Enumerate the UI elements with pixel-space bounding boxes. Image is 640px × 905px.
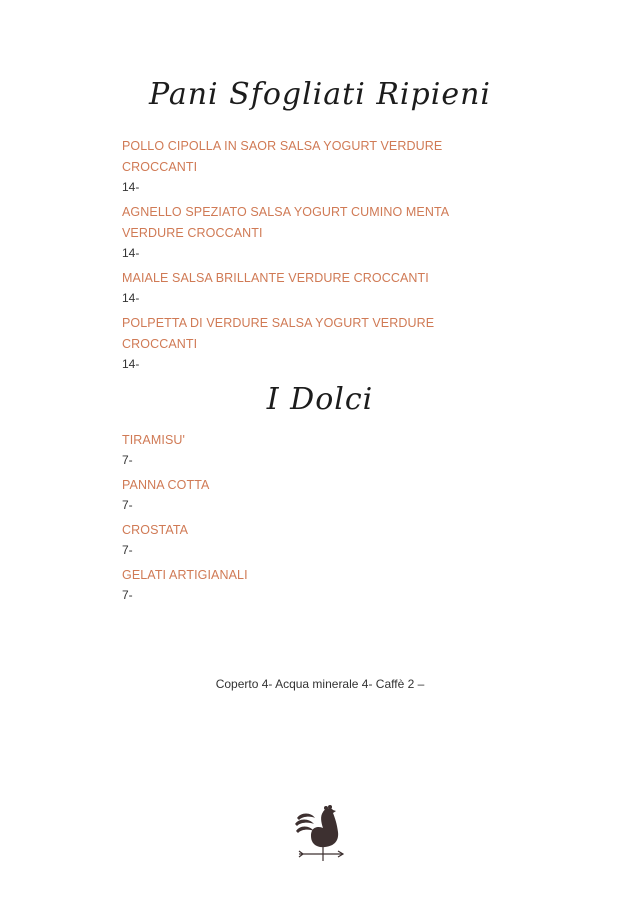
item-name: MAIALE SALSA BRILLANTE VERDURE CROCCANTI bbox=[122, 271, 429, 285]
menu-item bbox=[122, 313, 502, 373]
footer-note: Coperto 4- Acqua minerale 4- Caffè 2 – bbox=[215, 677, 425, 691]
item-name: TIRAMISU' bbox=[122, 433, 186, 447]
item-price: 7- bbox=[122, 543, 133, 557]
item-price: 7- bbox=[122, 453, 133, 467]
item-price: 7- bbox=[122, 588, 133, 602]
item-price: 14- bbox=[122, 246, 140, 260]
rooster-weathervane-icon bbox=[291, 804, 347, 862]
menu-item bbox=[122, 202, 502, 262]
menu-item bbox=[122, 520, 502, 559]
item-price: 7- bbox=[122, 498, 133, 512]
section-title-dolci: I Dolci bbox=[266, 382, 374, 418]
menu-item bbox=[122, 430, 502, 469]
item-name: POLLO CIPOLLA IN SAOR SALSA YOGURT VERDURE CROCCANTI bbox=[122, 139, 443, 174]
menu-item bbox=[122, 268, 502, 307]
item-price: 14- bbox=[122, 357, 140, 371]
item-name: CROSTATA bbox=[122, 523, 189, 537]
menu-item bbox=[122, 565, 502, 604]
menu-item bbox=[122, 136, 502, 196]
item-price: 14- bbox=[122, 291, 140, 305]
menu-section-pani-sfogliati bbox=[122, 136, 502, 379]
menu-section-dolci bbox=[122, 430, 502, 610]
item-price: 14- bbox=[122, 180, 140, 194]
item-name: POLPETTA DI VERDURE SALSA YOGURT VERDURE CROCCANTI bbox=[122, 316, 435, 351]
menu-item bbox=[122, 475, 502, 514]
item-name: GELATI ARTIGIANALI bbox=[122, 568, 248, 582]
section-title-pani-sfogliati: Pani Sfogliati Ripieni bbox=[148, 77, 491, 113]
item-name: PANNA COTTA bbox=[122, 478, 210, 492]
item-name: AGNELLO SPEZIATO SALSA YOGURT CUMINO MENTA VERDURE CROCCANTI bbox=[122, 205, 449, 240]
